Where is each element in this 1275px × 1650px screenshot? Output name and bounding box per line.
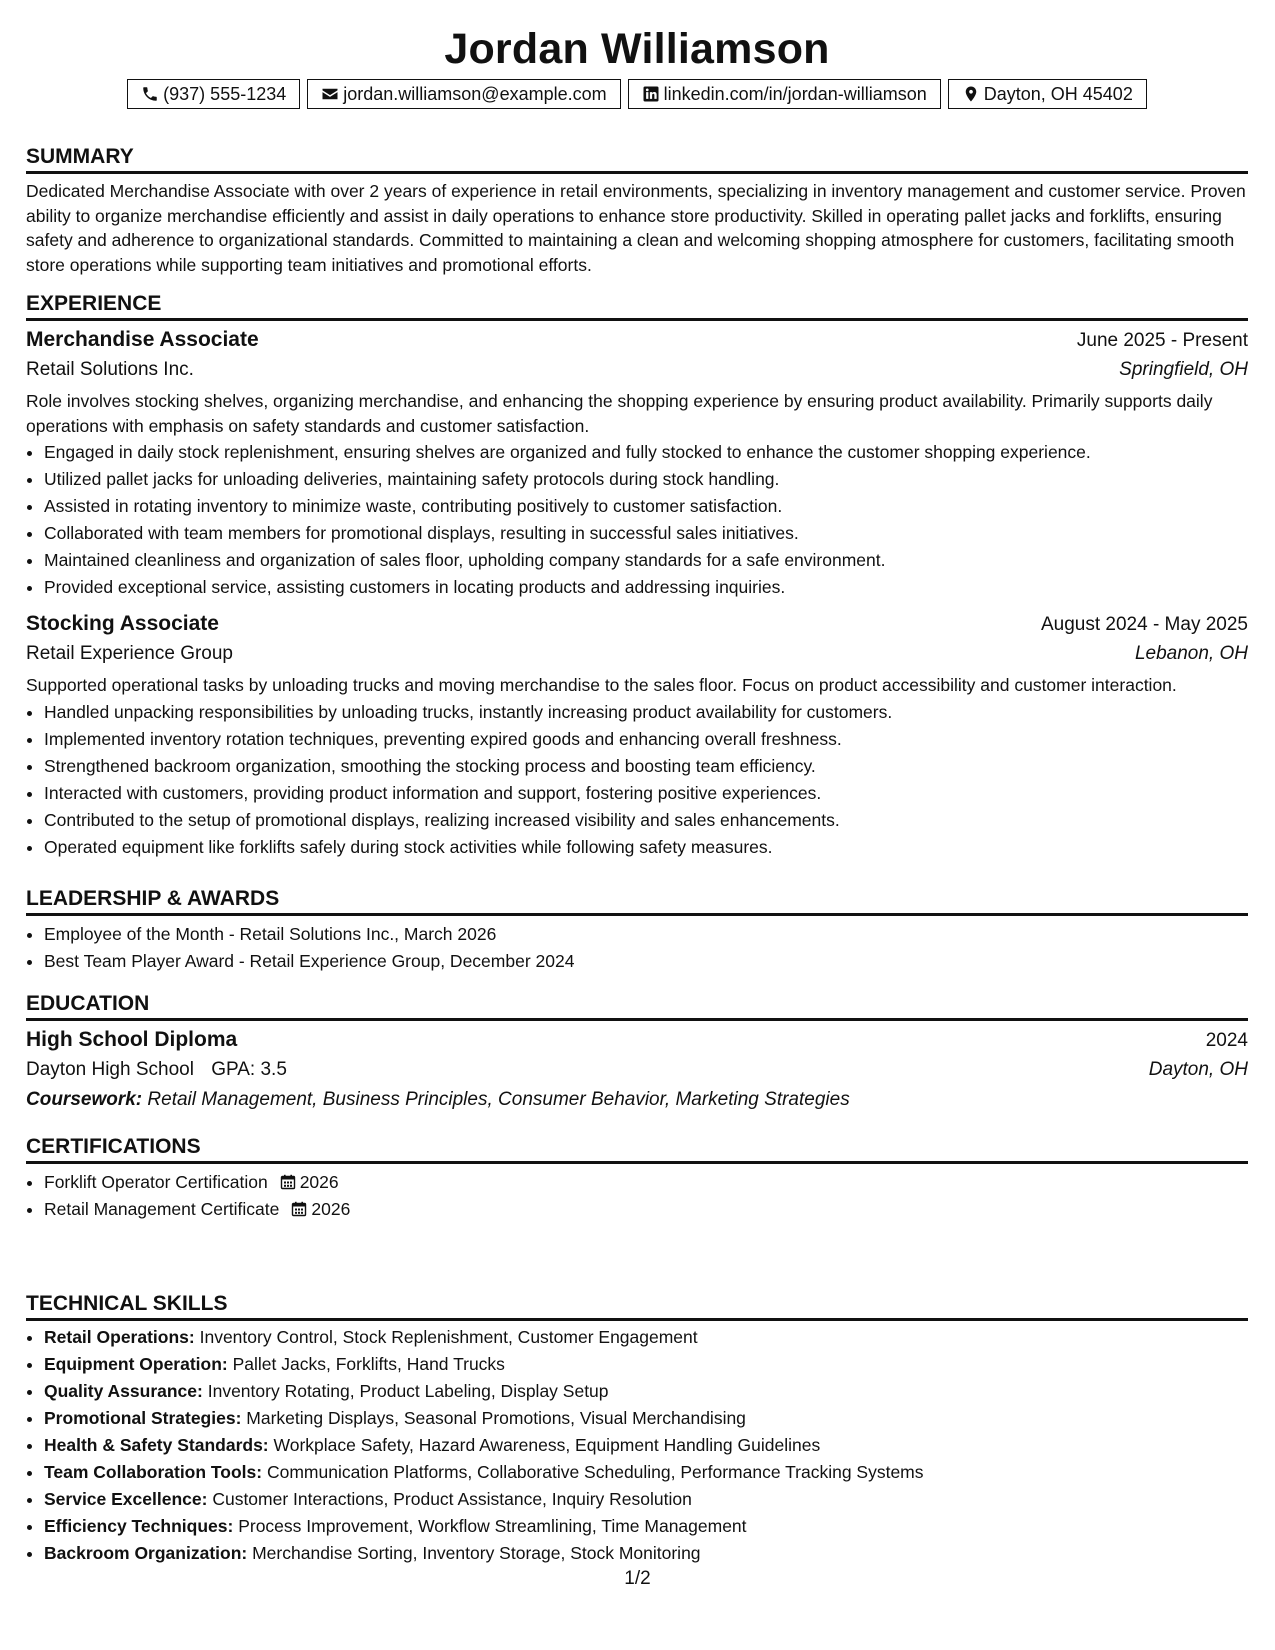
skill-value: Process Improvement, Workflow Streamlining, Time Management (238, 1516, 747, 1536)
certification-name: Forklift Operator Certification (44, 1172, 268, 1192)
gpa: GPA: 3.5 (211, 1059, 287, 1080)
coursework-label: Coursework: (26, 1089, 143, 1110)
job-description: Supported operational tasks by unloading trucks and moving merchandise to the sales floor. Focus on product accessibility and customer interaction. (26, 675, 1177, 695)
school-location: Dayton, OH (1148, 1059, 1248, 1080)
list-item: • Collaborated with team members for promotional displays, resulting in successful sales initiatives. (44, 520, 1248, 547)
skill-value: Workplace Safety, Hazard Awareness, Equipment Handling Guidelines (273, 1435, 821, 1455)
contact-bar (26, 79, 1248, 109)
list-item: • Provided exceptional service, assisting customers in locating products and addressing inquiries. (44, 574, 1248, 601)
certification-name: Retail Management Certificate (44, 1199, 280, 1219)
list-item: • Handled unpacking responsibilities by unloading trucks, instantly increasing product availability for customers. (44, 699, 1248, 726)
skill-label: Health & Safety Standards: (44, 1435, 269, 1455)
certifications-list (26, 1169, 1248, 1223)
contact-phone-text: (937) 555-1234 (163, 83, 287, 104)
skill-label: Quality Assurance: (44, 1381, 203, 1401)
summary-section (26, 143, 1248, 277)
job-company: Retail Experience Group (26, 643, 233, 664)
skill-value: Communication Platforms, Collaborative Scheduling, Performance Tracking Systems (266, 1462, 924, 1482)
contact-email-text: jordan.williamson@example.com (343, 83, 607, 104)
phone-icon (141, 85, 159, 103)
skills-section (26, 1290, 1248, 1567)
envelope-icon (321, 85, 339, 103)
certification-year: 2026 (311, 1199, 351, 1219)
job-description: Role involves stocking shelves, organizing merchandise, and enhancing the shopping experience by ensuring product availability. Primarily supports daily operations with emphasis on safety standards and customer satisfaction. (26, 391, 1213, 436)
contact-location[interactable] (948, 79, 1147, 109)
page-number: 1/2 (624, 1568, 651, 1589)
contact-location-text: Dayton, OH 45402 (983, 83, 1133, 104)
list-item: • Engaged in daily stock replenishment, ensuring shelves are organized and fully stocked to enhance the customer shopping experience. (44, 439, 1248, 466)
list-item: • Maintained cleanliness and organization of sales floor, upholding company standards for a safe environment. (44, 547, 1248, 574)
leadership-section (26, 885, 1248, 975)
list-item: • Interacted with customers, providing product information and support, fostering positive experiences. (44, 780, 1248, 807)
list-item: • Operated equipment like forklifts safely during stock activities while following safety measures. (44, 834, 1248, 861)
calendar-icon (280, 1174, 296, 1190)
job-title: Merchandise Associate (26, 328, 259, 351)
list-item: • Employee of the Month - Retail Solutions Inc., March 2026 (44, 921, 1248, 948)
list-item (44, 1513, 1248, 1540)
skill-value: Marketing Displays, Seasonal Promotions, Visual Merchandising (246, 1408, 746, 1428)
skill-value: Inventory Control, Stock Replenishment, Customer Engagement (199, 1327, 698, 1347)
contact-phone[interactable] (127, 79, 300, 109)
list-item: • Strengthened backroom organization, smoothing the stocking process and boosting team efficiency. (44, 753, 1248, 780)
skill-label: Efficiency Techniques: (44, 1516, 234, 1536)
job-dates: August 2024 - May 2025 (1040, 614, 1248, 635)
list-item (44, 1169, 1248, 1196)
job-dates: June 2025 - Present (1076, 330, 1248, 351)
skill-value: Merchandise Sorting, Inventory Storage, Stock Monitoring (252, 1543, 701, 1563)
coursework (26, 1085, 1248, 1115)
education-heading: EDUCATION (26, 990, 1248, 1021)
degree-name: High School Diploma (26, 1028, 238, 1051)
calendar-icon (291, 1201, 307, 1217)
contact-linkedin[interactable] (628, 79, 941, 109)
list-item: • Utilized pallet jacks for unloading deliveries, maintaining safety protocols during stock handling. (44, 466, 1248, 493)
summary-heading: SUMMARY (26, 143, 1248, 174)
skill-label: Team Collaboration Tools: (44, 1462, 263, 1482)
map-pin-icon (962, 85, 980, 103)
list-item (44, 1486, 1248, 1513)
list-item (44, 1196, 1248, 1223)
list-item: • Best Team Player Award - Retail Experience Group, December 2024 (44, 948, 1248, 975)
skill-label: Service Excellence: (44, 1489, 208, 1509)
skill-value: Pallet Jacks, Forklifts, Hand Trucks (232, 1354, 505, 1374)
skill-label: Equipment Operation: (44, 1354, 228, 1374)
list-item (44, 1540, 1248, 1567)
job-title: Stocking Associate (26, 612, 219, 635)
job-company: Retail Solutions Inc. (26, 359, 194, 380)
skill-label: Retail Operations: (44, 1327, 195, 1347)
list-item (44, 1459, 1248, 1486)
job-location: Lebanon, OH (1134, 643, 1248, 664)
list-item: • Contributed to the setup of promotional displays, realizing increased visibility and sales enhancements. (44, 807, 1248, 834)
skill-label: Backroom Organization: (44, 1543, 248, 1563)
certifications-section (26, 1133, 1248, 1223)
job-bullets (26, 439, 1248, 601)
certification-year: 2026 (299, 1172, 339, 1192)
skill-value: Customer Interactions, Product Assistance, Inquiry Resolution (212, 1489, 692, 1509)
job-location: Springfield, OH (1119, 359, 1248, 380)
list-item (44, 1432, 1248, 1459)
job-bullets (26, 699, 1248, 861)
experience-heading: EXPERIENCE (26, 290, 1248, 321)
summary-text: Dedicated Merchandise Associate with over 2 years of experience in retail environments, specializing in inventory management and customer service. Proven ability to organize merchandise efficiently and assist in daily operations to enhance store productivity. Skilled in operating pallet jacks and forklifts, ensuring safety and adherence to organizational standards. Committed to maintaining a clean and welcoming shopping atmosphere for customers, facilitating smooth store operations while supporting team initiatives and promotional efforts. (26, 181, 1246, 275)
education-section (26, 990, 1248, 1115)
coursework-list: Retail Management, Business Principles, Consumer Behavior, Marketing Strategies (147, 1089, 850, 1110)
contact-linkedin-text: linkedin.com/in/jordan-williamson (663, 83, 927, 104)
school-name: Dayton High School (26, 1059, 194, 1080)
experience-section (26, 290, 1248, 861)
list-item: • Implemented inventory rotation techniques, preventing expired goods and enhancing overall freshness. (44, 726, 1248, 753)
list-item (44, 1324, 1248, 1351)
list-item (44, 1378, 1248, 1405)
job-entry (26, 610, 1248, 861)
candidate-name: Jordan Williamson (444, 25, 830, 73)
skill-value: Inventory Rotating, Product Labeling, Display Setup (207, 1381, 609, 1401)
certifications-heading: CERTIFICATIONS (26, 1133, 1248, 1164)
job-entry (26, 326, 1248, 601)
skills-heading: TECHNICAL SKILLS (26, 1290, 1248, 1321)
linkedin-icon (642, 85, 660, 103)
graduation-year: 2024 (1205, 1030, 1248, 1051)
list-item (44, 1351, 1248, 1378)
resume-page (26, 0, 1248, 1563)
skill-label: Promotional Strategies: (44, 1408, 242, 1428)
leadership-heading: LEADERSHIP & AWARDS (26, 885, 1248, 916)
list-item: • Assisted in rotating inventory to minimize waste, contributing positively to customer satisfaction. (44, 493, 1248, 520)
skills-list (26, 1324, 1248, 1567)
list-item (44, 1405, 1248, 1432)
leadership-list (26, 921, 1248, 975)
contact-email[interactable] (307, 79, 620, 109)
